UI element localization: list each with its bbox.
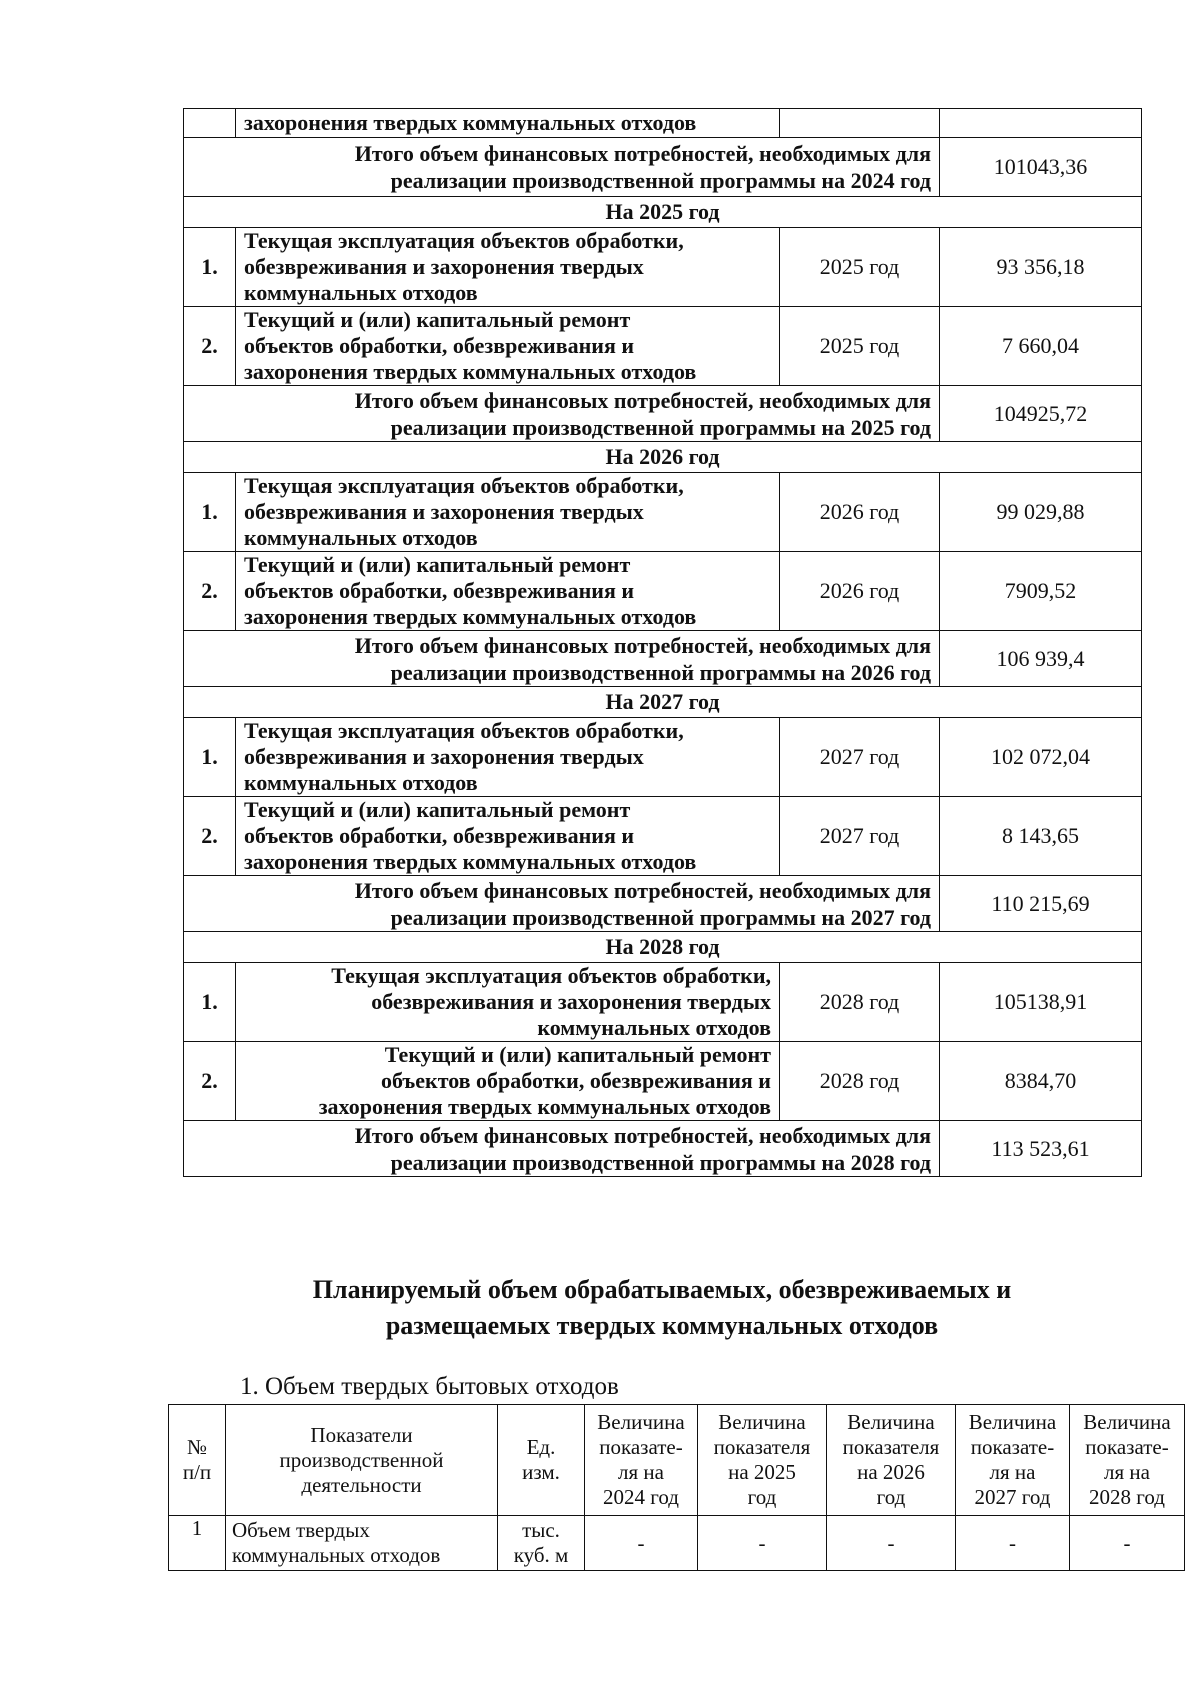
row-description-line: захоронения твердых коммунальных отходов xyxy=(244,604,697,629)
row-description-line: коммунальных отходов xyxy=(244,525,478,550)
header-2027-line: ля на xyxy=(989,1460,1036,1484)
total-row-2024 xyxy=(184,138,1142,197)
total-amount: 101043,36 xyxy=(940,138,1142,197)
row-number: 1. xyxy=(184,228,236,307)
row-description-line: обезвреживания и захоронения твердых xyxy=(244,744,644,769)
row-period: 2027 год xyxy=(780,797,940,876)
row-description-line: обезвреживания и захоронения твердых xyxy=(371,989,771,1014)
header-2025-line: Величина xyxy=(718,1410,806,1434)
header-num xyxy=(169,1405,226,1516)
financial-needs-table xyxy=(183,108,1142,1177)
total-label-line1: Итого объем финансовых потребностей, необходимых для xyxy=(354,141,931,166)
row-amount xyxy=(940,109,1142,138)
row-amount: 99 029,88 xyxy=(940,473,1142,552)
row-description-line: Текущая эксплуатация объектов обработки, xyxy=(244,228,684,253)
table-row xyxy=(184,552,1142,631)
row-unit xyxy=(498,1516,585,1571)
section-heading-line2: размещаемых твердых коммунальных отходов xyxy=(385,1311,939,1340)
row-description-line: захоронения твердых коммунальных отходов xyxy=(244,359,697,384)
value-2028: - xyxy=(1070,1516,1185,1571)
row-number xyxy=(184,109,236,138)
row-description-line: Текущий и (или) капитальный ремонт xyxy=(244,797,631,822)
year-header: На 2026 год xyxy=(184,442,1142,473)
table-row xyxy=(184,228,1142,307)
header-unit-line: изм. xyxy=(522,1460,560,1484)
row-indicator xyxy=(226,1516,498,1571)
row-description xyxy=(236,1042,780,1121)
total-label xyxy=(184,876,940,932)
row-number: 2. xyxy=(184,1042,236,1121)
row-period: 2026 год xyxy=(780,552,940,631)
value-2024: - xyxy=(585,1516,698,1571)
header-indicator xyxy=(226,1405,498,1516)
total-label xyxy=(184,386,940,442)
row-description-line: коммунальных отходов xyxy=(244,770,478,795)
total-label-line1: Итого объем финансовых потребностей, необходимых для xyxy=(354,632,931,658)
total-label xyxy=(184,138,940,197)
row-number: 1. xyxy=(184,963,236,1042)
row-description-line: Текущий и (или) капитальный ремонт xyxy=(384,1042,771,1067)
total-amount: 106 939,4 xyxy=(940,631,1142,687)
header-2027-line: 2027 год xyxy=(974,1485,1051,1509)
row-description: захоронения твердых коммунальных отходов xyxy=(236,109,780,138)
header-indicator-line: производственной xyxy=(279,1447,444,1472)
header-2026-line: на 2026 xyxy=(857,1460,925,1484)
total-amount: 113 523,61 xyxy=(940,1121,1142,1177)
total-row xyxy=(184,1121,1142,1177)
header-num-line: п/п xyxy=(182,1460,212,1484)
row-period: 2027 год xyxy=(780,718,940,797)
table-row xyxy=(169,1516,1185,1571)
row-description-line: коммунальных отходов xyxy=(537,1015,771,1040)
row-description-line: объектов обработки, обезвреживания и xyxy=(244,823,635,848)
row-period: 2025 год xyxy=(780,307,940,386)
row-amount: 7909,52 xyxy=(940,552,1142,631)
row-description-line: обезвреживания и захоронения твердых xyxy=(244,499,644,524)
total-amount: 104925,72 xyxy=(940,386,1142,442)
row-amount: 7 660,04 xyxy=(940,307,1142,386)
total-label-line1: Итого объем финансовых потребностей, необходимых для xyxy=(354,387,931,413)
table-row xyxy=(184,473,1142,552)
subsection-title: 1. Объем твердых бытовых отходов xyxy=(240,1373,619,1400)
header-2028-line: показате- xyxy=(1085,1435,1169,1459)
row-description xyxy=(236,307,780,386)
header-2026-line: год xyxy=(876,1485,906,1509)
table-header-row xyxy=(169,1405,1185,1516)
year-header-row xyxy=(184,197,1142,228)
row-number: 2. xyxy=(184,552,236,631)
total-label-line2: реализации производственной программы на 2025 год xyxy=(390,414,931,440)
row-number: 1 xyxy=(169,1516,226,1571)
row-period: 2028 год xyxy=(780,963,940,1042)
year-header: На 2028 год xyxy=(184,932,1142,963)
row-description xyxy=(236,797,780,876)
section-heading-line1: Планируемый объем обрабатываемых, обезвреживаемых и xyxy=(312,1275,1012,1304)
row-period xyxy=(780,109,940,138)
header-indicator-line: деятельности xyxy=(301,1472,422,1497)
header-2027-line: показате- xyxy=(970,1435,1055,1459)
table-row xyxy=(184,307,1142,386)
header-2026-line: Величина xyxy=(847,1410,935,1434)
row-description-line: Текущая эксплуатация объектов обработки, xyxy=(331,963,771,988)
row-description-line: коммунальных отходов xyxy=(244,280,478,305)
row-description xyxy=(236,473,780,552)
header-2026-line: показателя xyxy=(842,1435,940,1459)
row-period: 2028 год xyxy=(780,1042,940,1121)
total-row xyxy=(184,631,1142,687)
row-description-line: Текущий и (или) капитальный ремонт xyxy=(244,307,631,332)
header-indicator-line: Показатели xyxy=(310,1422,413,1447)
row-number: 1. xyxy=(184,718,236,797)
row-description-line: обезвреживания и захоронения твердых xyxy=(244,254,644,279)
header-2025 xyxy=(698,1405,827,1516)
row-unit-line: куб. м xyxy=(513,1543,569,1567)
row-period: 2025 год xyxy=(780,228,940,307)
header-2024 xyxy=(585,1405,698,1516)
row-description xyxy=(236,718,780,797)
row-description-line: Текущая эксплуатация объектов обработки, xyxy=(244,473,684,498)
row-amount: 102 072,04 xyxy=(940,718,1142,797)
waste-volume-table xyxy=(168,1404,1185,1571)
total-label-line1: Итого объем финансовых потребностей, необходимых для xyxy=(354,877,931,903)
row-amount: 8384,70 xyxy=(940,1042,1142,1121)
table-row xyxy=(184,963,1142,1042)
row-description xyxy=(236,552,780,631)
table-row xyxy=(184,1042,1142,1121)
row-indicator-line: Объем твердых xyxy=(232,1518,370,1542)
total-row xyxy=(184,386,1142,442)
header-2024-line: показате- xyxy=(599,1435,683,1459)
total-row xyxy=(184,876,1142,932)
value-2025: - xyxy=(698,1516,827,1571)
total-label xyxy=(184,1121,940,1177)
row-unit-line: тыс. xyxy=(522,1518,560,1542)
total-label-line1: Итого объем финансовых потребностей, необходимых для xyxy=(354,1122,931,1148)
row-amount: 105138,91 xyxy=(940,963,1142,1042)
row-description-line: объектов обработки, обезвреживания и xyxy=(244,578,635,603)
header-2027 xyxy=(956,1405,1070,1516)
table-row xyxy=(184,797,1142,876)
header-2026 xyxy=(827,1405,956,1516)
total-label-line2: реализации производственной программы на 2026 год xyxy=(390,659,931,685)
year-header-row xyxy=(184,932,1142,963)
total-label-line2: реализации производственной программы на 2028 год xyxy=(390,1149,931,1175)
header-2024-line: Величина xyxy=(597,1410,685,1434)
total-label xyxy=(184,631,940,687)
row-description-line: Текущая эксплуатация объектов обработки, xyxy=(244,718,684,743)
header-2025-line: на 2025 xyxy=(728,1460,796,1484)
header-num-line: № xyxy=(186,1435,208,1459)
header-2028-line: Величина xyxy=(1083,1410,1171,1434)
year-header: На 2025 год xyxy=(184,197,1142,228)
header-2024-line: ля на xyxy=(618,1460,664,1484)
row-number: 2. xyxy=(184,797,236,876)
header-2028-line: 2028 год xyxy=(1089,1485,1165,1509)
header-unit-line: Ед. xyxy=(526,1435,556,1459)
header-2025-line: показателя xyxy=(713,1435,811,1459)
year-header-row xyxy=(184,687,1142,718)
value-2026: - xyxy=(827,1516,956,1571)
row-number: 1. xyxy=(184,473,236,552)
year-header-row xyxy=(184,442,1142,473)
row-description-line: Текущий и (или) капитальный ремонт xyxy=(244,552,631,577)
table-row xyxy=(184,718,1142,797)
row-description-line: захоронения твердых коммунальных отходов xyxy=(318,1094,771,1119)
row-description xyxy=(236,963,780,1042)
header-2028 xyxy=(1070,1405,1185,1516)
row-amount: 8 143,65 xyxy=(940,797,1142,876)
row-description-line: объектов обработки, обезвреживания и xyxy=(380,1068,771,1093)
row-description xyxy=(236,228,780,307)
header-2024-line: 2024 год xyxy=(603,1485,679,1509)
header-2027-line: Величина xyxy=(968,1410,1057,1434)
total-amount: 110 215,69 xyxy=(940,876,1142,932)
table-row xyxy=(184,109,1142,138)
row-description-line: захоронения твердых коммунальных отходов xyxy=(244,849,697,874)
header-2028-line: ля на xyxy=(1104,1460,1150,1484)
row-number: 2. xyxy=(184,307,236,386)
row-amount: 93 356,18 xyxy=(940,228,1142,307)
total-label-line2: реализации производственной программы на 2027 год xyxy=(390,904,931,930)
year-header: На 2027 год xyxy=(184,687,1142,718)
header-unit xyxy=(498,1405,585,1516)
row-indicator-line: коммунальных отходов xyxy=(232,1543,441,1567)
header-2025-line: год xyxy=(747,1485,777,1509)
row-period: 2026 год xyxy=(780,473,940,552)
value-2027: - xyxy=(956,1516,1070,1571)
row-description-line: объектов обработки, обезвреживания и xyxy=(244,333,635,358)
section-heading xyxy=(183,1272,1141,1344)
total-label-line2: реализации производственной программы на 2024 год xyxy=(390,168,931,193)
